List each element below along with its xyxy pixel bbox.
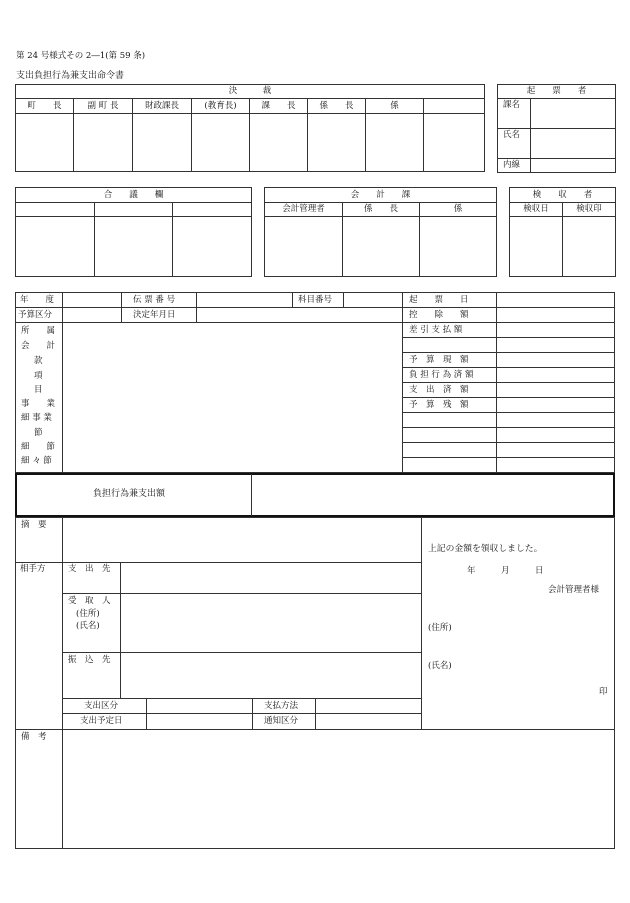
counterparty-label: 相手方 xyxy=(20,564,46,574)
sub-setsu-label: 細 節 xyxy=(21,442,56,452)
drafter-name-label: 氏名 xyxy=(498,129,531,159)
scheduled-date-field[interactable] xyxy=(148,715,251,728)
receipt-name-label: (氏名) xyxy=(428,661,452,671)
accounting-cell[interactable] xyxy=(265,217,343,277)
accounting-header: 会 計 課 xyxy=(265,188,497,203)
drafter-ext-label: 内線 xyxy=(498,159,531,173)
inspection-cell[interactable] xyxy=(563,217,616,277)
payment-category-label: 支出区分 xyxy=(84,701,119,711)
commitment-amount-label: 負担行為兼支出額 xyxy=(93,489,166,499)
consultation-col[interactable] xyxy=(95,203,173,217)
receipt-statement: 上記の金額を領収しました。 xyxy=(428,544,543,554)
payment-method-field[interactable] xyxy=(317,700,420,712)
drafter-dept-label: 課名 xyxy=(498,99,531,129)
notification-category-field[interactable] xyxy=(317,715,420,728)
affiliation-label: 所 属 xyxy=(21,326,56,336)
current-budget-label: 予 算 現 額 xyxy=(409,355,469,365)
remarks-field[interactable] xyxy=(64,731,613,847)
sub-sub-setsu-label: 細 々 節 xyxy=(21,456,52,466)
recipient-name-label: (氏名) xyxy=(76,621,100,631)
approval-stamp-cell[interactable] xyxy=(308,114,366,172)
summary-label: 摘 要 xyxy=(21,520,47,530)
approval-stamp-cell[interactable] xyxy=(16,114,74,172)
payee-field[interactable] xyxy=(122,564,419,592)
approval-stamp-cell[interactable] xyxy=(424,114,485,172)
commitment-amount-field[interactable] xyxy=(253,476,613,514)
payment-method-label: 支払方法 xyxy=(264,701,299,711)
payee-label: 支 出 先 xyxy=(68,564,111,574)
accounting-col-subsection-chief: 係 長 xyxy=(343,203,420,217)
bank-transfer-label: 振 込 先 xyxy=(68,655,111,665)
approval-stamp-cell[interactable] xyxy=(133,114,192,172)
recipient-address-label: (住所) xyxy=(76,609,100,619)
receipt-address-label: (住所) xyxy=(428,623,452,633)
issue-date-label: 起 票 日 xyxy=(409,295,469,305)
inspection-col-seal: 検収印 xyxy=(563,203,616,217)
consultation-cell[interactable] xyxy=(95,217,173,277)
remaining-budget-label: 予 算 残 額 xyxy=(409,400,469,410)
accounting-col-staff: 係 xyxy=(420,203,497,217)
recipient-label: 受 取 人 xyxy=(68,596,111,606)
approval-col-staff: 係 xyxy=(366,99,424,114)
fiscal-year-label: 年 度 xyxy=(20,295,55,305)
consultation-table xyxy=(15,187,252,277)
approval-stamp-cell[interactable] xyxy=(74,114,133,172)
consultation-col[interactable] xyxy=(173,203,252,217)
decision-date-label: 決定年月日 xyxy=(133,310,176,320)
notification-category-label: 通知区分 xyxy=(264,716,299,726)
consultation-header: 合 議 欄 xyxy=(16,188,252,203)
accounting-label: 会 計 xyxy=(21,341,56,351)
deduction-label: 控 除 額 xyxy=(409,310,469,320)
consultation-col[interactable] xyxy=(16,203,95,217)
approval-col-superintendent: (教育長) xyxy=(192,99,250,114)
approval-col-mayor: 町 長 xyxy=(16,99,74,114)
approval-col-deputy-mayor: 副 町 長 xyxy=(74,99,133,114)
approval-col-finance-chief: 財政課長 xyxy=(133,99,192,114)
consultation-cell[interactable] xyxy=(173,217,252,277)
accounting-col-manager: 会計管理者 xyxy=(265,203,343,217)
approval-table xyxy=(15,84,485,172)
seal-mark: 印 xyxy=(599,687,608,697)
approval-col-section-chief: 課 長 xyxy=(250,99,308,114)
consultation-cell[interactable] xyxy=(16,217,95,277)
net-payment-label: 差 引 支 払 額 xyxy=(409,325,463,335)
form-number: 第 24 号様式その 2―1(第 59 条) xyxy=(16,51,146,61)
approval-stamp-cell[interactable] xyxy=(192,114,250,172)
inspection-col-date: 検収日 xyxy=(510,203,563,217)
project-label: 事 業 xyxy=(21,399,56,409)
inspection-header: 検 収 者 xyxy=(510,188,616,203)
committed-label: 負 担 行 為 済 額 xyxy=(409,370,474,380)
budget-category-label: 予算区分 xyxy=(18,310,53,320)
recipient-field[interactable] xyxy=(122,595,419,651)
approval-col-subsection-chief: 係 長 xyxy=(308,99,366,114)
moku-label: 目 xyxy=(34,385,43,395)
drafter-table xyxy=(497,84,616,173)
spent-label: 支 出 済 額 xyxy=(409,385,469,395)
inspection-table xyxy=(509,187,616,277)
setsu-label: 節 xyxy=(34,428,43,438)
approval-col-blank xyxy=(424,99,485,114)
slip-number-label: 伝 票 番 号 xyxy=(133,295,176,305)
document-title: 支出負担行為兼支出命令書 xyxy=(16,71,125,81)
accounting-cell[interactable] xyxy=(343,217,420,277)
drafter-name-field[interactable] xyxy=(531,129,616,159)
receipt-date: 年 月 日 xyxy=(467,566,544,576)
scheduled-date-label: 支出予定日 xyxy=(80,716,123,726)
payment-category-field[interactable] xyxy=(148,700,251,712)
receipt-addressee: 会計管理者様 xyxy=(548,585,600,595)
accounting-table xyxy=(264,187,497,277)
bank-transfer-field[interactable] xyxy=(122,654,419,697)
approval-stamp-cell[interactable] xyxy=(250,114,308,172)
account-code-label: 科目番号 xyxy=(298,295,333,305)
accounting-cell[interactable] xyxy=(420,217,497,277)
summary-field[interactable] xyxy=(64,519,419,560)
drafter-header: 起 票 者 xyxy=(498,85,616,99)
kan-label: 款 xyxy=(34,356,43,366)
approval-stamp-cell[interactable] xyxy=(366,114,424,172)
drafter-ext-field[interactable] xyxy=(531,159,616,173)
sub-project-label: 細 事 業 xyxy=(21,413,52,423)
remarks-label: 備 考 xyxy=(21,732,47,742)
approval-header: 決 裁 xyxy=(16,85,485,99)
inspection-cell[interactable] xyxy=(510,217,563,277)
drafter-dept-field[interactable] xyxy=(531,99,616,129)
kou-label: 項 xyxy=(34,371,43,381)
